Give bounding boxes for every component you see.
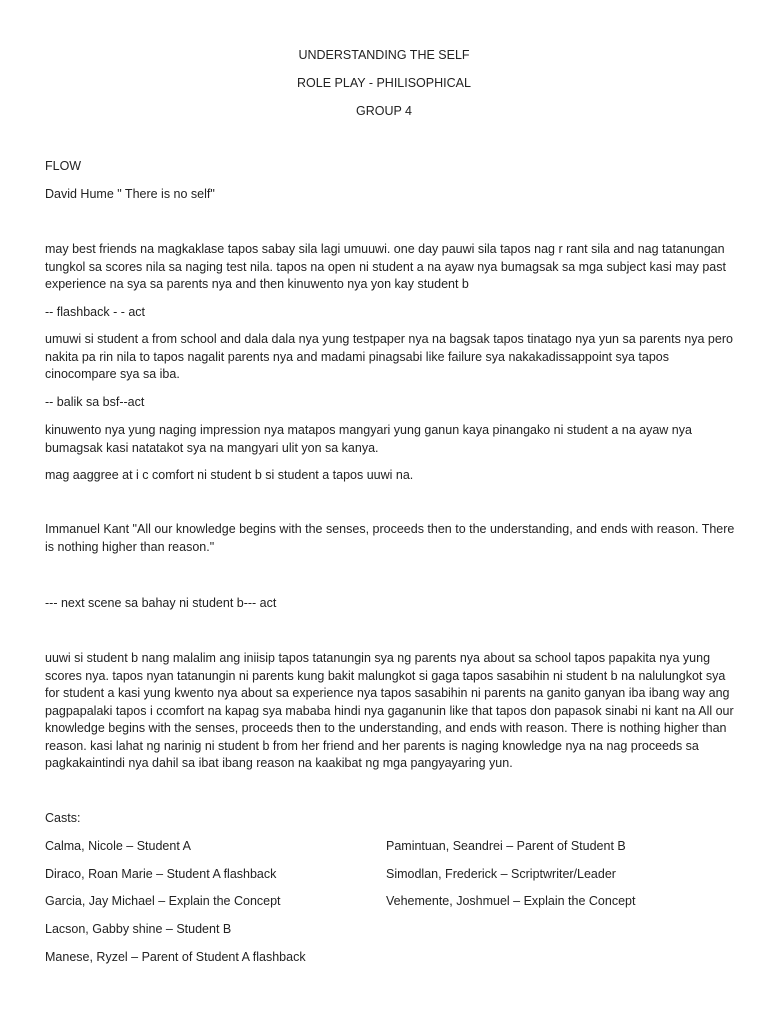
flow-heading: FLOW — [45, 159, 82, 173]
cast-item: Lacson, Gabby shine – Student B — [45, 922, 232, 936]
scene-paragraph-3: kinuwento nya yung naging impression nya matapos mangyari yung ganun kaya pinangako ni student a na ayaw nya bumagsak kasi natatakot sya na mangyari ulit yon sa kanya. — [45, 423, 692, 455]
scene-paragraph-4: mag aaggree at i c comfort ni student b si student a tapos uuwi na. — [45, 468, 414, 482]
document-title: UNDERSTANDING THE SELF — [298, 48, 470, 62]
kant-quote: Immanuel Kant "All our knowledge begins with the senses, proceeds then to the understanding, and ends with reason. There is nothing higher than reason." — [45, 522, 735, 554]
casts-heading: Casts: — [45, 811, 81, 825]
cast-item: Pamintuan, Seandrei – Parent of Student B — [386, 839, 626, 853]
cast-item: Manese, Ryzel – Parent of Student A flashback — [45, 950, 306, 964]
balik-cue: -- balik sa bsf--act — [45, 395, 145, 409]
scene-paragraph-1: may best friends na magkaklase tapos sabay sila lagi umuuwi. one day pauwi sila tapos nag r rant sila and nag tatanungan tungkol sa scores nila sa naging test nila. tapos na open ni student a na ayaw nya bumagsak sa mga subject kasi may past experience na sya sa parents nya and then kinuwento nya yon kay student b — [45, 242, 726, 291]
cast-item: Vehemente, Joshmuel – Explain the Concept — [386, 894, 636, 908]
cast-item: Garcia, Jay Michael – Explain the Concept — [45, 894, 281, 908]
document-subtitle: ROLE PLAY - PHILISOPHICAL — [297, 76, 471, 90]
group-label: GROUP 4 — [355, 104, 413, 118]
hume-quote: David Hume " There is no self" — [45, 187, 215, 201]
flashback-cue: -- flashback - - act — [45, 305, 146, 319]
next-scene-cue: --- next scene sa bahay ni student b--- act — [45, 596, 277, 610]
cast-item: Calma, Nicole – Student A — [45, 839, 191, 853]
cast-item: Diraco, Roan Marie – Student A flashback — [45, 867, 277, 881]
scene-paragraph-5: uuwi si student b nang malalim ang iniisip tapos tatanungin sya ng parents nya about sa school tapos papakita nya yung scores nya. tapos nyan tatanungin ni parents kung bakit malungkot si gaga tapos sasabihin ni student b na nalulungkot sya for student a kasi yung kwento nya about sa experience nya tapos sasabihin ni parents na ganito ganyan iba ibang way ang pagpapalaki tapos i ccomfort na kapag sya mababa hindi nya gaganunin like that tapos don papasok sinabi ni kant na All our knowledge begins with the senses, proceeds then to the understanding, and ends with reason. There is nothing higher than reason. kasi lahat ng narinig ni student b from her friend and her parents is naging knowledge nya na nag proceeds sa pagkakaintindi nya dahil sa ibat ibang reason na kaakibat ng mga pangyayaring yun. — [45, 651, 734, 770]
cast-item: Simodlan, Frederick – Scriptwriter/Leader — [386, 867, 616, 881]
scene-paragraph-2: umuwi si student a from school and dala dala nya yung testpaper nya na bagsak tapos tinatago nya yun sa parents nya pero nakita pa rin nila to tapos nagalit parents nya and madami pinagsabi like failure sya nakakadissappoint sya tapos cinocompare sya sa iba. — [45, 332, 733, 381]
